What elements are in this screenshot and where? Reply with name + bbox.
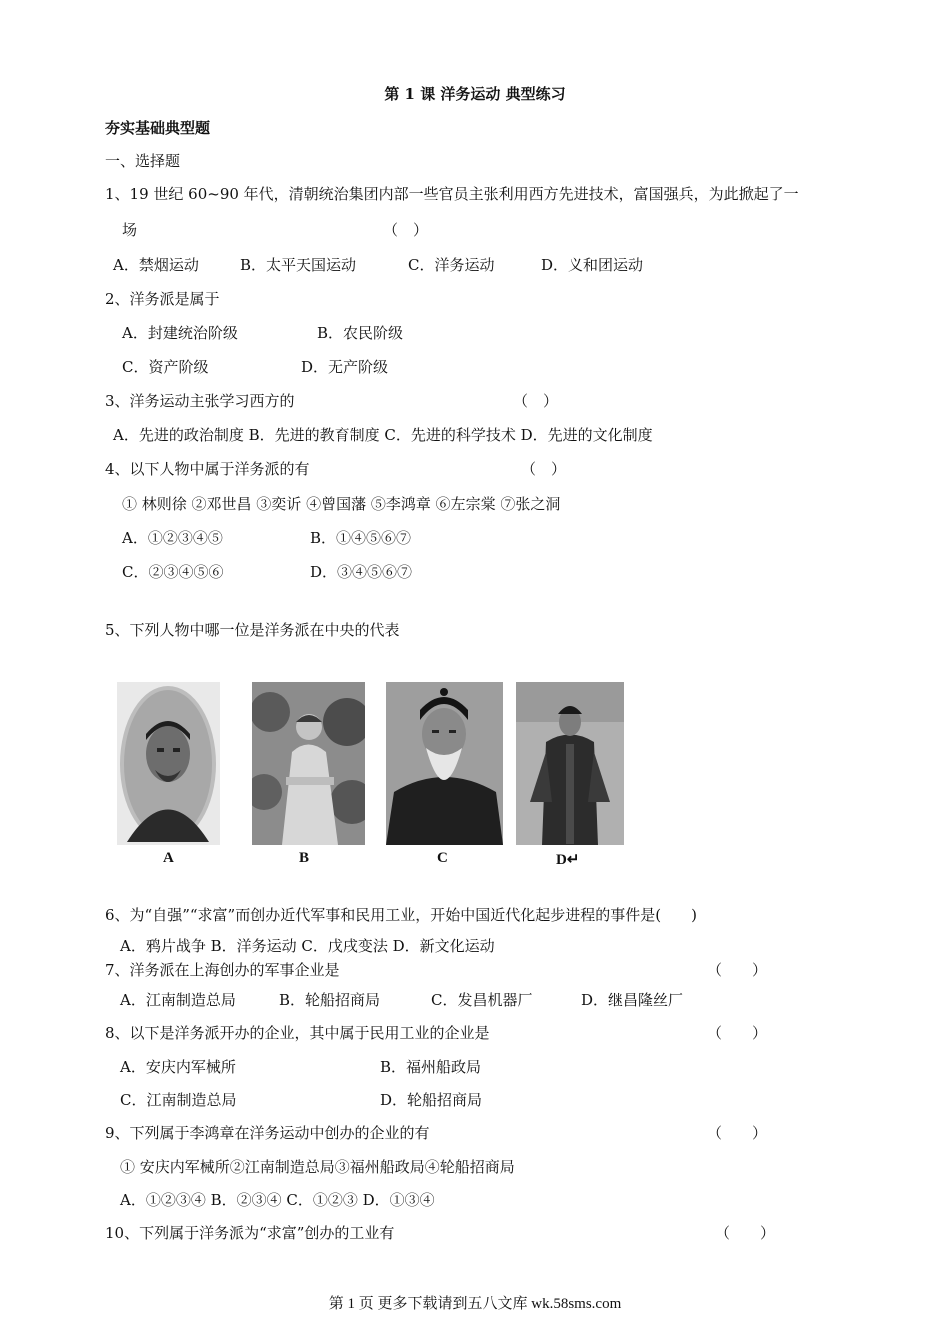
question-7-option-b: B．轮船招商局 — [279, 991, 381, 1009]
question-10-stem: 10、下列属于洋务派为“求富”创办的工业有 — [105, 1224, 395, 1242]
question-4-people-list: ① 林则徐 ②邓世昌 ③奕䜣 ④曾国藩 ⑤李鸿章 ⑥左宗棠 ⑦张之洞 — [122, 495, 561, 513]
question-2-option-a: A．封建统治阶级 — [122, 324, 238, 342]
question-2-option-d: D．无产阶级 — [301, 358, 389, 376]
portrait-a-image — [117, 682, 220, 845]
portrait-a-label: A — [163, 850, 174, 866]
portrait-d-image — [516, 682, 624, 845]
question-1-option-a: A．禁烟运动 — [113, 256, 199, 274]
question-1-option-d: D．义和团运动 — [541, 256, 644, 274]
question-1-option-c: C．洋务运动 — [408, 256, 495, 274]
question-6-stem: 6、为“自强”“求富”而创办近代军事和民用工业，开始中国近代化起步进程的事件是( ) — [105, 906, 697, 924]
part-heading: 一、选择题 — [105, 152, 181, 170]
question-7-answer-paren: （ ） — [707, 961, 768, 979]
question-8-option-b: B．福州船政局 — [380, 1058, 482, 1076]
question-1-stem-cont: 场 — [122, 221, 138, 239]
question-4-option-b: B．①④⑤⑥⑦ — [310, 529, 412, 547]
portrait-b-label: B — [299, 850, 310, 866]
page-title: 第 1 课 洋务运动 典型练习 — [384, 85, 566, 103]
question-4-option-c: C．②③④⑤⑥ — [122, 563, 224, 581]
question-8-option-d: D．轮船招商局 — [380, 1091, 483, 1109]
question-4-stem: 4、以下人物中属于洋务派的有 — [105, 460, 310, 478]
section-heading: 夯实基础典型题 — [105, 119, 211, 137]
question-8-stem: 8、以下是洋务派开办的企业，其中属于民用工业的企业是 — [105, 1024, 490, 1042]
question-6-options: A．鸦片战争 B．洋务运动 C．戊戌变法 D．新文化运动 — [120, 937, 495, 955]
question-1-answer-paren: （ ） — [383, 221, 429, 239]
question-9-options: A．①②③④ B．②③④ C．①②③ D．①③④ — [120, 1191, 435, 1209]
portrait-d-label: D↵ — [556, 852, 580, 868]
question-8-option-c: C．江南制造总局 — [120, 1091, 237, 1109]
page-footer: 第 1 页 更多下载请到五八文库 wk.58sms.com — [328, 1296, 622, 1312]
question-1-stem: 1、19 世纪 60~90 年代，清朝统治集团内部一些官员主张利用西方先进技术，富国强兵，为此掀起了一 — [105, 185, 799, 203]
question-5-stem: 5、下列人物中哪一位是洋务派在中央的代表 — [105, 621, 400, 639]
question-2-stem: 2、洋务派是属于 — [105, 290, 220, 308]
question-2-option-c: C．资产阶级 — [122, 358, 209, 376]
question-9-items: ① 安庆内军械所②江南制造总局③福州船政局④轮船招商局 — [120, 1158, 515, 1176]
question-10-answer-paren: （ ） — [715, 1224, 776, 1242]
question-7-option-d: D．继昌隆丝厂 — [581, 991, 684, 1009]
question-1-option-b: B．太平天国运动 — [240, 256, 357, 274]
portrait-c-label: C — [437, 850, 448, 866]
question-4-option-a: A．①②③④⑤ — [122, 529, 223, 547]
question-8-option-a: A．安庆内军械所 — [120, 1058, 236, 1076]
question-9-answer-paren: （ ） — [707, 1124, 768, 1142]
question-4-option-d: D．③④⑤⑥⑦ — [310, 563, 413, 581]
question-7-stem: 7、洋务派在上海创办的军事企业是 — [105, 961, 340, 979]
question-7-option-a: A．江南制造总局 — [120, 991, 236, 1009]
question-8-answer-paren: （ ） — [707, 1024, 768, 1042]
question-3-answer-paren: （ ） — [513, 392, 559, 410]
question-4-answer-paren: （ ） — [521, 460, 567, 478]
question-9-stem: 9、下列属于李鸿章在洋务运动中创办的企业的有 — [105, 1124, 430, 1142]
portrait-c-image — [386, 682, 503, 845]
question-3-options: A．先进的政治制度 B．先进的教育制度 C．先进的科学技术 D．先进的文化制度 — [113, 426, 653, 444]
question-2-option-b: B．农民阶级 — [317, 324, 404, 342]
portrait-b-image — [252, 682, 365, 845]
question-7-option-c: C．发昌机器厂 — [431, 991, 533, 1009]
question-3-stem: 3、洋务运动主张学习西方的 — [105, 392, 295, 410]
